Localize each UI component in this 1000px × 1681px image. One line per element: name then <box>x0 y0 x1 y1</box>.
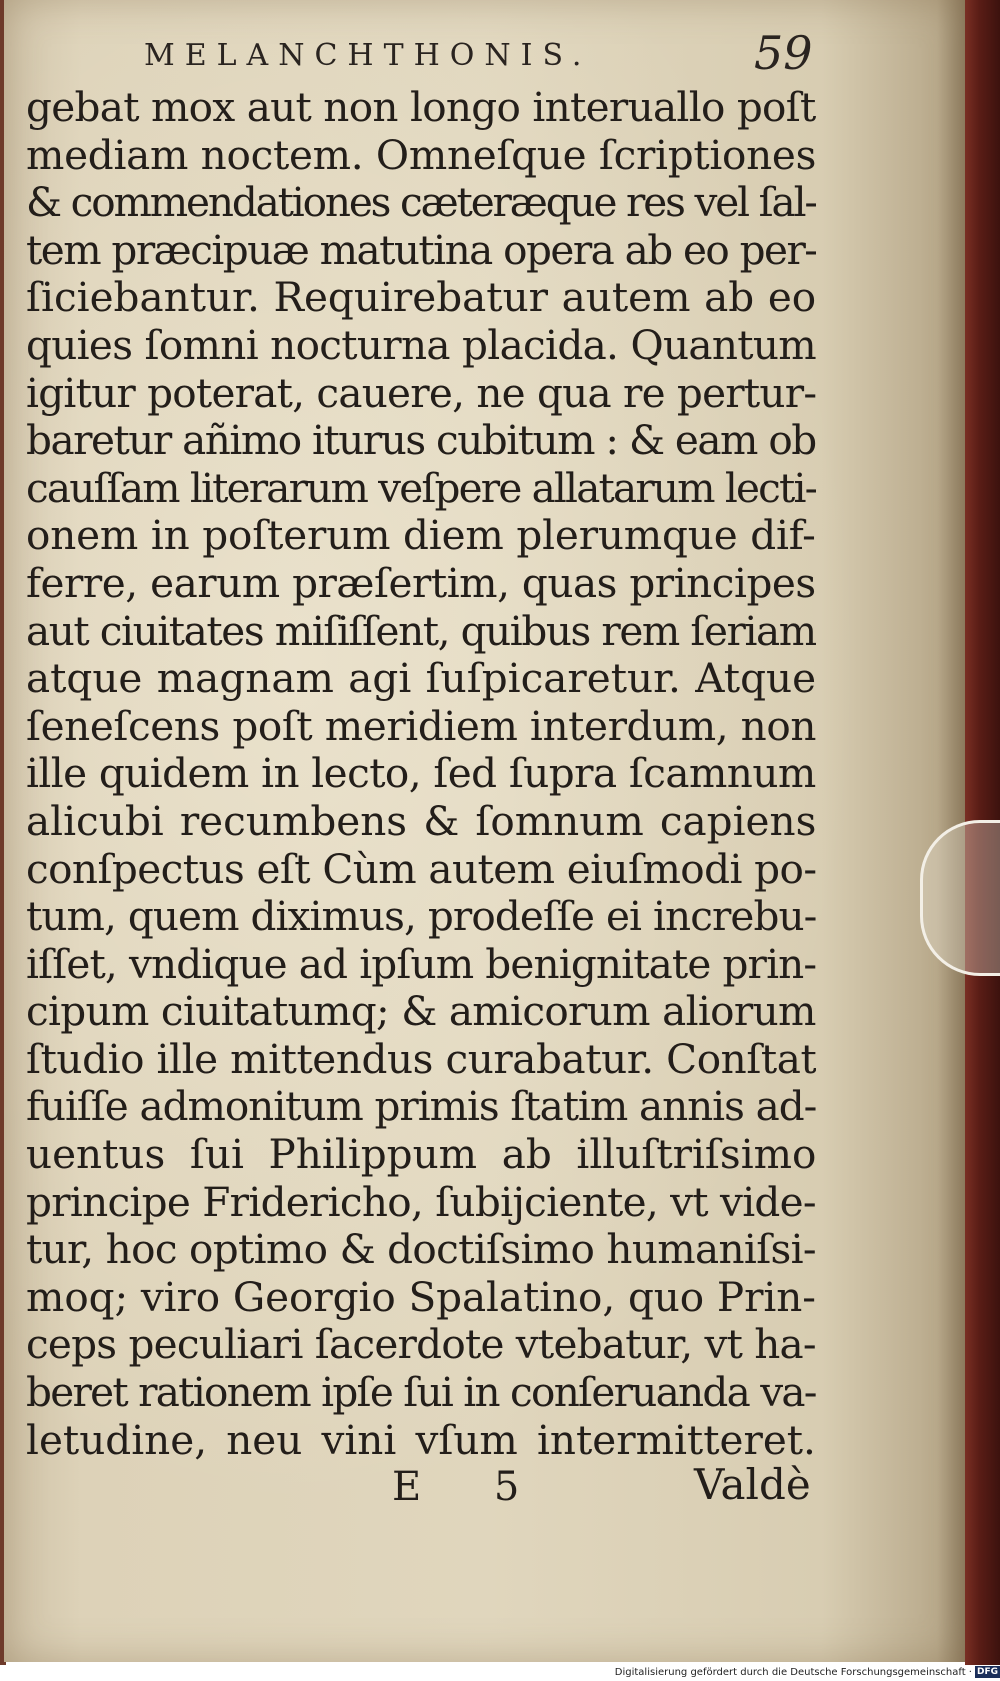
text-line: fuiſſe admonitum primis ſtatim annis ad- <box>26 1083 816 1131</box>
dfg-logo: DFG <box>976 1667 998 1677</box>
text-line: cipum ciuitatumq; & amicorum aliorum <box>26 988 816 1036</box>
text-line: baretur añimo iturus cubitum : & eam ob <box>26 417 816 465</box>
text-line: alicubi recumbens & ſomnum capiens <box>26 797 816 845</box>
text-line: igitur poterat, cauere, ne qua re pertur- <box>26 369 816 417</box>
text-line: letudine, neu vini vſum intermitteret. <box>26 1416 816 1464</box>
text-line: quies ſomni nocturna placida. Quantum <box>26 321 816 369</box>
text-line: ſiciebantur. Requirebatur autem ab eo <box>26 274 816 322</box>
text-line: ferre, earum præſertim, quas principes <box>26 559 816 607</box>
text-line: ſtudio ille mittendus curabatur. Conſtat <box>26 1035 816 1083</box>
text-line: onem in poſterum diem plerumque dif- <box>26 512 816 560</box>
digitization-credit <box>600 1664 1000 1681</box>
text-line: atque magnam agi ſuſpicaretur. Atque <box>26 655 816 703</box>
page-footer <box>384 1460 824 1530</box>
signature-mark: E 5 <box>392 1464 550 1510</box>
text-line: tem præcipuæ matutina opera ab eo per- <box>26 226 816 274</box>
text-line: gebat mox aut non longo interuallo poſt <box>26 84 816 131</box>
text-line: mediam noctem. Omneſque ſcriptiones <box>26 131 816 179</box>
text-line: conſpectus eſt Cùm autem eiuſmodi po- <box>26 845 816 893</box>
text-line: moq; viro Georgio Spalatino, quo Prin- <box>26 1273 816 1321</box>
page-header <box>134 22 814 82</box>
text-line: tur, hoc optimo & doctiſsimo humaniſsi- <box>26 1226 816 1274</box>
running-head: MELANCHTHONIS. <box>144 38 592 73</box>
text-line: tum, quem diximus, prodeſſe ei increbu- <box>26 893 816 941</box>
body-text <box>26 84 816 1464</box>
text-line: cauſſam literarum veſpere allatarum lecti- <box>26 464 816 512</box>
text-line: & commendationes cæteræque res vel ſal- <box>26 179 816 227</box>
credit-text: Digitalisierung gefördert durch die Deutsche Forschungsgemeinschaft · <box>614 1667 972 1678</box>
text-line: iſſet, vndique ad ipſum benignitate prin- <box>26 940 816 988</box>
text-line: ſeneſcens poſt meridiem interdum, non <box>26 702 816 750</box>
text-line: aut ciuitates miſiſſent, quibus rem ſeriam <box>26 607 816 655</box>
text-line: beret rationem ipſe ſui in conſeruanda va- <box>26 1369 816 1417</box>
page-clip-shadow <box>920 820 1000 976</box>
catchword: Valdè <box>694 1460 811 1509</box>
text-line: ceps peculiari ſacerdote vtebatur, vt ha- <box>26 1321 816 1369</box>
text-line: uentus ſui Philippum ab illuſtriſsimo <box>26 1131 816 1179</box>
page-number: 59 <box>754 26 813 80</box>
text-line: principe Friderichо, ſubijciente, vt vide- <box>26 1178 816 1226</box>
text-line: ille quidem in lecto, ſed ſupra ſcamnum <box>26 750 816 798</box>
book-page <box>4 0 966 1662</box>
